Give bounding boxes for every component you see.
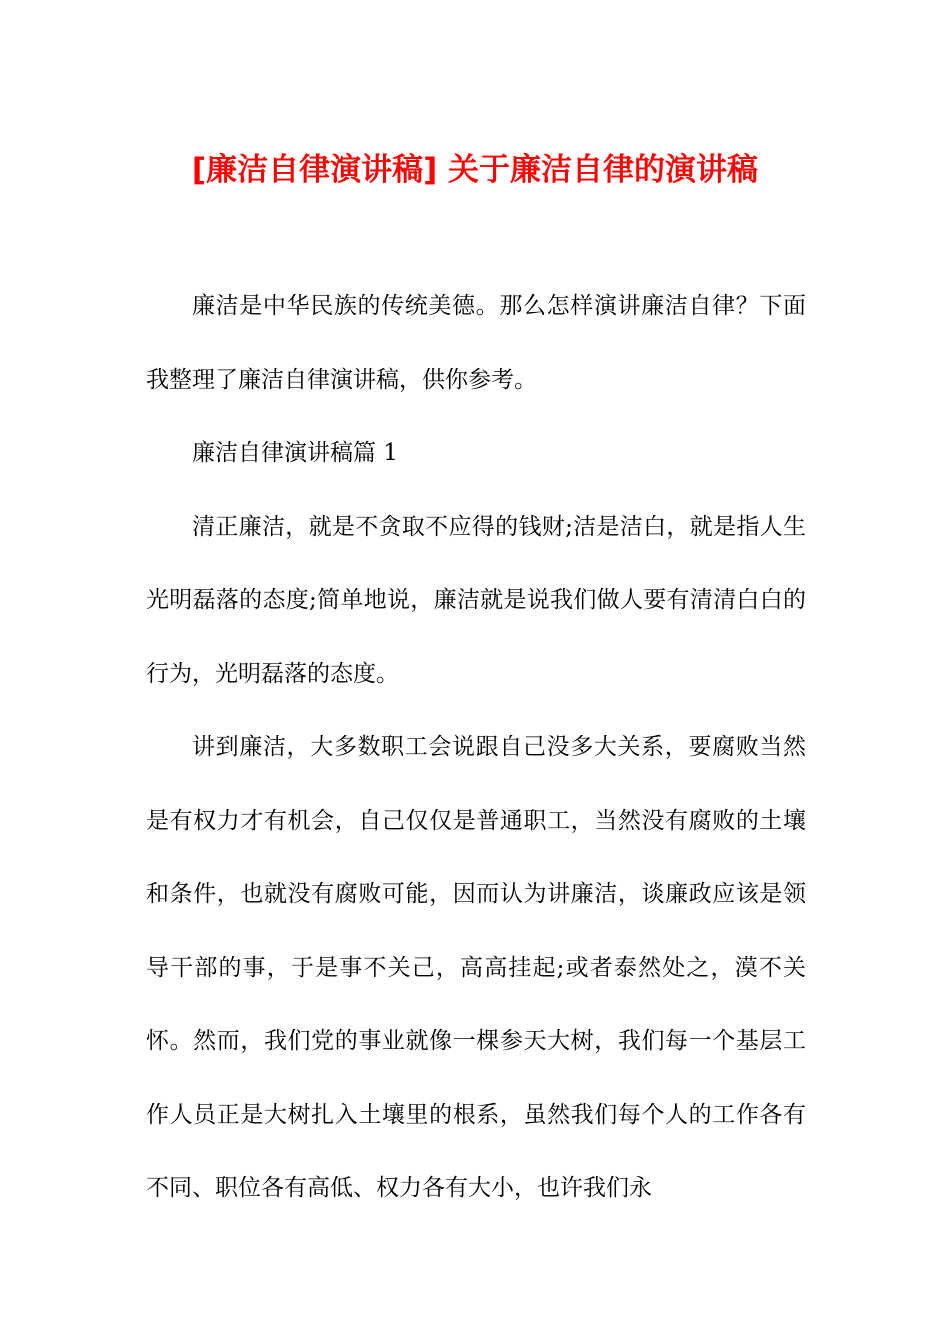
section-heading: 廉洁自律演讲稿篇 1: [192, 440, 398, 466]
document-body: [146, 270, 806, 1226]
document-title: [廉洁自律演讲稿] 关于廉洁自律的演讲稿: [191, 152, 759, 188]
body-paragraph: 清正廉洁，就是不贪取不应得的钱财;洁是洁白，就是指人生光明磊落的态度;简单地说，廉洁就是说我们做人要有清清白白的行为，光明磊落的态度。: [146, 513, 806, 687]
intro-paragraph: 廉洁是中华民族的传统美德。那么怎样演讲廉洁自律？下面我整理了廉洁自律演讲稿，供你参考。: [146, 293, 806, 393]
body-paragraph: 讲到廉洁，大多数职工会说跟自己没多大关系，要腐败当然是有权力才有机会，自己仅仅是普通职工，当然没有腐败的土壤和条件，也就没有腐败可能，因而认为讲廉洁，谈廉政应该是领导干部的事，于是事不关己，高高挂起;或者泰然处之，漠不关怀。然而，我们党的事业就像一棵参天大树，我们每一个基层工作人员正是大树扎入土壤里的根系，虽然我们每个人的工作各有不同、职位各有高低、权力各有大小，也许我们永: [146, 734, 806, 1201]
